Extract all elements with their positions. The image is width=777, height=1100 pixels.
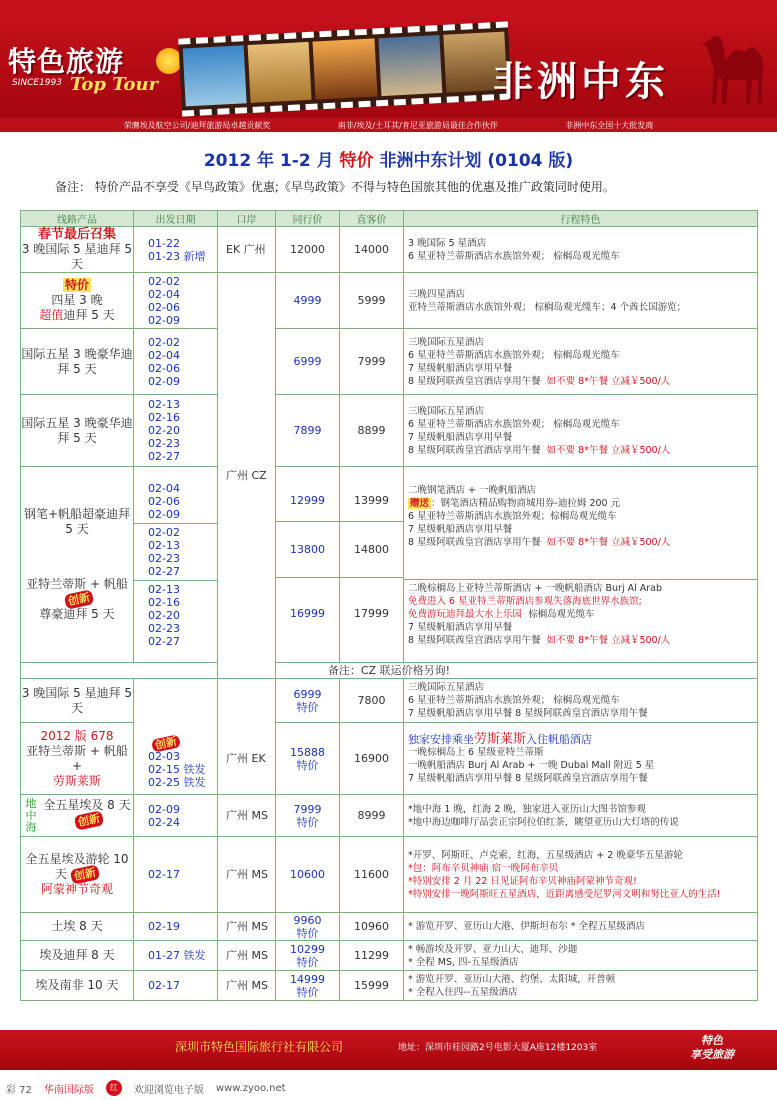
footer-banner — [0, 1030, 777, 1070]
website-link[interactable]: www.zyoo.net — [215, 1082, 286, 1094]
date-cell: 02-09 02-24 — [134, 795, 218, 837]
table-row — [21, 971, 758, 1001]
table-row — [21, 795, 758, 837]
company-address: 地址：深圳市桂园路2号电影大厦A座12楼1203室 — [398, 1043, 598, 1053]
feature-cell: 独家安排乘坐劳斯莱斯入住帆船酒店 一晚棕榈岛上 6 星级亚特兰蒂斯 一晚帆船酒店 Burj Al Arab + 一晚 Dubai Mall 附近 5 星 7 星级帆船酒店享用早餐 8 星级阿联酋皇宫酒店享用午餐 — [404, 723, 758, 795]
itinerary-table — [20, 210, 758, 1001]
table-row — [21, 679, 758, 723]
remark-text: 备注： 特价产品不享受《早鸟政策》优惠;《早鸟政策》不得与特色国旅其他的优惠及推广政策同时使用。 — [55, 180, 615, 194]
region-title: 非洲中东 — [493, 59, 669, 105]
direct-price: 15999 — [340, 971, 404, 1001]
mosque-sunset-photo — [313, 38, 377, 99]
col-header-features: 行程特色 — [404, 211, 758, 227]
direct-price: 11600 — [340, 837, 404, 913]
top-tour-logo — [8, 40, 178, 100]
slogan-bar — [0, 118, 777, 132]
product-cell: 钢笔+帆船超豪迪拜 5 天 亚特兰蒂斯 + 帆船创新 尊豪迪拜 5 天 — [21, 467, 134, 663]
port-cell: 广州 MS — [218, 913, 276, 941]
side-label: 地中海 — [25, 796, 37, 834]
feature-cell: 二晚钢笔酒店 + 一晚帆船酒店 赠送 ：钢笔酒店精品购物商城用券-迪拉姆 200 元 6 星亚特兰蒂斯酒店水族馆外观；棕榈岛观光缆车 7 星级帆船酒店享用早餐 8 星级阿联酋皇宫酒店享用午餐 如不要 8*午餐 立减￥500/人 二晚棕榈岛上亚特兰蒂斯酒店 + 一晚帆船酒店 Burj Al Arab 免费进入 6 星亚特兰蒂斯酒店参观失落海底世界水族馆; 免费游玩迪拜最大水上乐园 棕榈岛观光缆车 7 星级帆船酒店享用早餐 8 星级阿联酋皇宫酒店享用午餐 如不要 8*午餐 立减￥500/人 — [404, 467, 758, 663]
peer-price: 10299 特价 — [276, 941, 340, 971]
date-cell: 02-17 — [134, 971, 218, 1001]
date-cell: 02-04 02-06 02-09 02-02 02-13 02-23 02-27 02-13 02-16 02-20 02-23 02-27 — [134, 467, 218, 663]
company-name: 深圳市特色国际旅行社有限公司 — [175, 1040, 344, 1054]
product-cell: 春节最后召集 3 晚国际 5 星迪拜 5 天 — [21, 227, 133, 271]
product-cell: 埃及迪拜 8 天 — [21, 941, 134, 971]
direct-price: 10960 — [340, 913, 404, 941]
direct-price: 8999 — [340, 795, 404, 837]
table-row — [21, 395, 758, 467]
feature-cell: 三晚国际五星酒店 6 星亚特兰蒂斯酒店水族馆外观； 棕榈岛观光缆车 7 星级帆船酒店享用早餐 8 星级阿联酋皇宫酒店享用午餐 如不要 8*午餐 立减￥500/人 — [404, 395, 758, 467]
date-cell: 02-19 — [134, 913, 218, 941]
direct-price: 8899 — [340, 395, 404, 467]
port-cell: 广州 CZ — [218, 273, 276, 679]
direct-price: 14000 — [340, 227, 404, 273]
date-cell: 创新 02-03 02-15 铁发 02-25 铁发 — [134, 679, 218, 795]
date-cell: 01-27 铁发 — [134, 941, 218, 971]
page-title: 2012 年 1-2 月 特价 非洲中东计划 (0104 版) — [203, 151, 574, 171]
peer-price: 14999 特价 — [276, 971, 340, 1001]
product-cell: 全五星埃及游轮 10 天 创新 阿蒙神节奇观 — [21, 837, 134, 913]
table-row — [21, 273, 758, 329]
table-row — [21, 913, 758, 941]
slogan-2: 南非/埃及/土耳其/肯尼亚旅游局最佳合作伙伴 — [337, 120, 498, 130]
product-cell: 土埃 8 天 — [21, 913, 134, 941]
new-badge: 创新 — [74, 810, 105, 830]
peer-price: 7899 — [276, 395, 340, 467]
peer-price: 12000 — [276, 227, 340, 273]
logo-since: SINCE1993 — [12, 78, 62, 88]
page-footer — [0, 1076, 777, 1100]
feature-cell: 三晚国际五星酒店 6 星亚特兰蒂斯酒店水族馆外观； 棕榈岛观光缆车 7 星级帆船酒店享用早餐 8 星级阿联酋皇宫酒店享用午餐 如不要 8*午餐 立减￥500/人 — [404, 329, 758, 395]
edition-label: 华南国际版 — [43, 1084, 94, 1096]
table-row — [21, 227, 758, 273]
port-cell: 广州 MS — [218, 941, 276, 971]
table-row — [21, 837, 758, 913]
red-circle-icon: 红 — [106, 1080, 122, 1096]
direct-price: 7800 — [340, 679, 404, 723]
new-badge: 创新 — [70, 864, 101, 884]
feature-cell: * 畅游埃及开罗、亚力山大、迪拜、沙迦 * 全程 MS, 四-五星级酒店 — [404, 941, 758, 971]
peer-price: 10600 — [276, 837, 340, 913]
date-cell: 01-22 01-23 新增 — [134, 227, 218, 273]
table-row — [21, 663, 758, 679]
new-badge: 创新 — [64, 589, 95, 609]
logo-cn: 特色旅游 — [8, 45, 125, 78]
table-header-row — [21, 211, 758, 227]
feature-cell: 三晚四星酒店 亚特兰蒂斯酒店水族馆外观； 棕榈岛观光缆车；4 个酋长国游览； — [404, 273, 758, 329]
direct-price: 13999 14800 17999 — [340, 467, 404, 663]
tower-photo — [378, 35, 442, 96]
header-banner — [0, 0, 777, 130]
product-cell: 2012 版 678 亚特兰蒂斯 + 帆船 + 劳斯莱斯 — [21, 723, 134, 795]
palace-photo — [248, 42, 312, 103]
feature-cell: *开罗、阿斯旺、卢克索、红海，五星级酒店 + 2 晚豪华五星游轮 *包：阿布辛贝神庙 宿一晚阿布辛贝 *特别安排 2 月 22 日见证阿布辛贝神庙阿蒙神节奇观! *特别安排一晚阿斯旺五星酒店，近距离感受尼罗河文明和努比亚人的生活! — [404, 837, 758, 913]
product-cell: 3 晚国际 5 星迪拜 5 天 — [21, 679, 134, 723]
product-cell: 国际五星 3 晚豪华迪拜 5 天 — [21, 395, 134, 467]
peer-price: 4999 — [276, 273, 340, 329]
cz-note: 备注：CZ 联运价格另询! — [21, 663, 758, 679]
port-cell: 广州 EK — [218, 679, 276, 795]
feature-cell: *地中海 1 晚，红海 2 晚，独家进入亚历山大图书馆参观 *地中海边咖啡厅品尝正宗阿拉伯红茶，眺望亚历山大灯塔的传说 — [404, 795, 758, 837]
peer-price: 9960 特价 — [276, 913, 340, 941]
port-cell: EK 广州 — [218, 227, 276, 273]
direct-price: 11299 — [340, 941, 404, 971]
peer-price: 7999 特价 — [276, 795, 340, 837]
table-row — [21, 941, 758, 971]
table-row — [21, 329, 758, 395]
slogan-1: 荣膺埃及航空公司/迪拜旅游局卓越贡献奖 — [123, 120, 271, 130]
direct-price: 5999 — [340, 273, 404, 329]
camel-icon — [700, 20, 770, 100]
product-cell: 埃及南非 10 天 — [21, 971, 134, 1001]
feature-cell: 3 晚国际 5 星酒店 6 星亚特兰蒂斯酒店水族馆外观； 棕榈岛观光缆车 — [404, 227, 758, 273]
logo-en: Top Tour — [70, 74, 159, 95]
new-badge: 创新 — [151, 734, 181, 753]
feature-cell: 三晚国际五星酒店 6 星亚特兰蒂斯酒店水族馆外观； 棕榈岛观光缆车 7 星级帆船酒店享用早餐 8 星级阿联酋皇宫酒店享用午餐 — [404, 679, 758, 723]
port-cell: 广州 MS — [218, 795, 276, 837]
date-cell: 02-02 02-04 02-06 02-09 — [134, 329, 218, 395]
peer-price: 6999 特价 — [276, 679, 340, 723]
peer-price: 6999 — [276, 329, 340, 395]
product-cell: 国际五星 3 晚豪华迪拜 5 天 — [21, 329, 134, 395]
footer-slogan: 特色 享受旅游 — [690, 1034, 734, 1061]
promo-text: 欢迎浏览电子版 — [133, 1084, 204, 1096]
date-cell: 02-17 — [134, 837, 218, 913]
table-row — [21, 723, 758, 795]
direct-price: 16900 — [340, 723, 404, 795]
col-header-peer-price: 同行价 — [276, 211, 340, 227]
direct-price: 7999 — [340, 329, 404, 395]
col-header-product: 线路产品 — [21, 211, 134, 227]
col-header-direct-price: 直客价 — [340, 211, 404, 227]
peer-price: 12999 13800 16999 — [276, 467, 340, 663]
feature-cell: * 游览开罗、亚历山大港、约堡、太阳城，开普顿 * 全程入住四--五星级酒店 — [404, 971, 758, 1001]
photo-filmstrip — [178, 21, 512, 116]
feature-cell: * 游览开罗、亚历山大港、伊斯坦布尔 * 全程五星级酒店 — [404, 913, 758, 941]
product-cell: 地中海 全五星埃及 8 天创新 — [21, 795, 134, 837]
page-number: 彩 72 — [6, 1084, 32, 1096]
col-header-date: 出发日期 — [134, 211, 218, 227]
port-cell: 广州 MS — [218, 837, 276, 913]
col-header-port: 口岸 — [218, 211, 276, 227]
date-cell: 02-13 02-16 02-20 02-23 02-27 — [134, 395, 218, 467]
slogan-3: 非洲中东全国十大批发商 — [565, 120, 654, 130]
date-cell: 02-02 02-04 02-06 02-09 — [134, 273, 218, 329]
peer-price: 15888 特价 — [276, 723, 340, 795]
product-cell: 特价 四星 3 晚 超值迪拜 5 天 — [21, 273, 134, 329]
burj-al-arab-photo — [183, 45, 247, 106]
table-row — [21, 467, 758, 663]
port-cell: 广州 MS — [218, 971, 276, 1001]
